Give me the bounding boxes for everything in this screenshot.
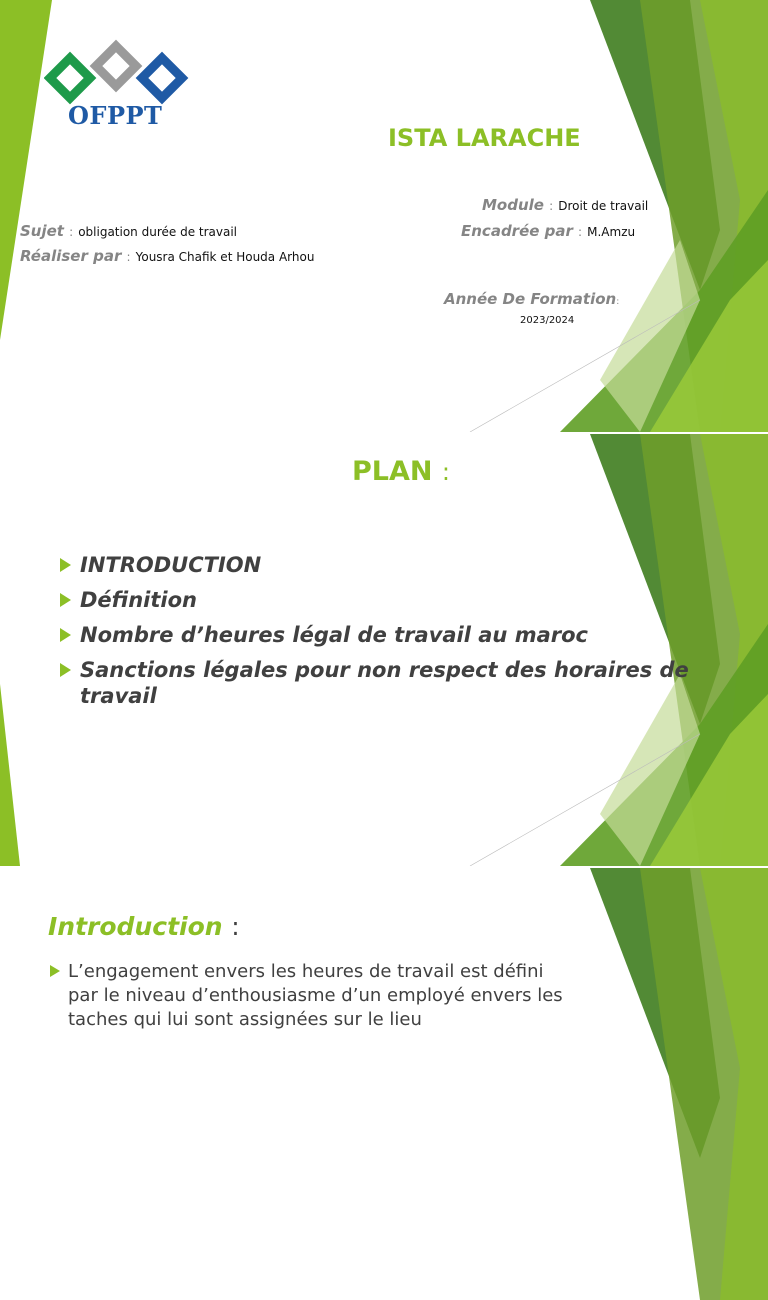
bullet-arrow-icon bbox=[60, 663, 71, 677]
slide-plan bbox=[0, 434, 768, 866]
bullet-arrow-icon bbox=[60, 628, 71, 642]
realiser-label: Réaliser par bbox=[20, 247, 122, 265]
plan-list bbox=[58, 552, 698, 718]
bullet-arrow-icon bbox=[60, 558, 71, 572]
introduction-text: L’engagement envers les heures de travail est défini par le niveau d’enthousiasme d’un employé envers les taches qui lui sont assignées sur le lieu bbox=[48, 960, 568, 1032]
encadree-row: Encadrée par : M.Amzu bbox=[461, 222, 636, 240]
sujet-row: Sujet : obligation durée de travail bbox=[20, 222, 238, 240]
sujet-value: obligation durée de travail bbox=[78, 225, 238, 239]
slide-introduction bbox=[0, 868, 768, 1300]
plan-title: PLAN : bbox=[352, 456, 450, 487]
module-value: Droit de travail bbox=[558, 199, 649, 213]
slide-title bbox=[0, 0, 768, 432]
bullet-arrow-icon bbox=[50, 965, 60, 977]
annee-value: 2023/2024 bbox=[520, 315, 575, 326]
list-item: Nombre d’heures légal de travail au maroc bbox=[58, 622, 698, 648]
bullet-arrow-icon bbox=[60, 593, 71, 607]
list-item: Sanctions légales pour non respect des horaires de travail bbox=[58, 657, 698, 709]
list-item: Définition bbox=[58, 587, 698, 613]
annee-label: Année De Formation bbox=[444, 290, 617, 308]
encadree-label: Encadrée par bbox=[461, 222, 573, 240]
annee-row: Année De Formation: bbox=[444, 290, 620, 308]
module-label: Module bbox=[482, 196, 544, 214]
slide-title-heading: ISTA LARACHE bbox=[388, 124, 581, 152]
encadree-value: M.Amzu bbox=[587, 225, 636, 239]
list-item: INTRODUCTION bbox=[58, 552, 698, 578]
realiser-value: Yousra Chafik et Houda Arhou bbox=[135, 250, 315, 264]
sujet-label: Sujet bbox=[20, 222, 64, 240]
realiser-row: Réaliser par : Yousra Chafik et Houda Arhou bbox=[20, 247, 315, 265]
module-row: Module : Droit de travail bbox=[482, 196, 649, 214]
ofppt-logo-text: OFPPT bbox=[68, 101, 163, 130]
introduction-title: Introduction : bbox=[48, 912, 240, 941]
